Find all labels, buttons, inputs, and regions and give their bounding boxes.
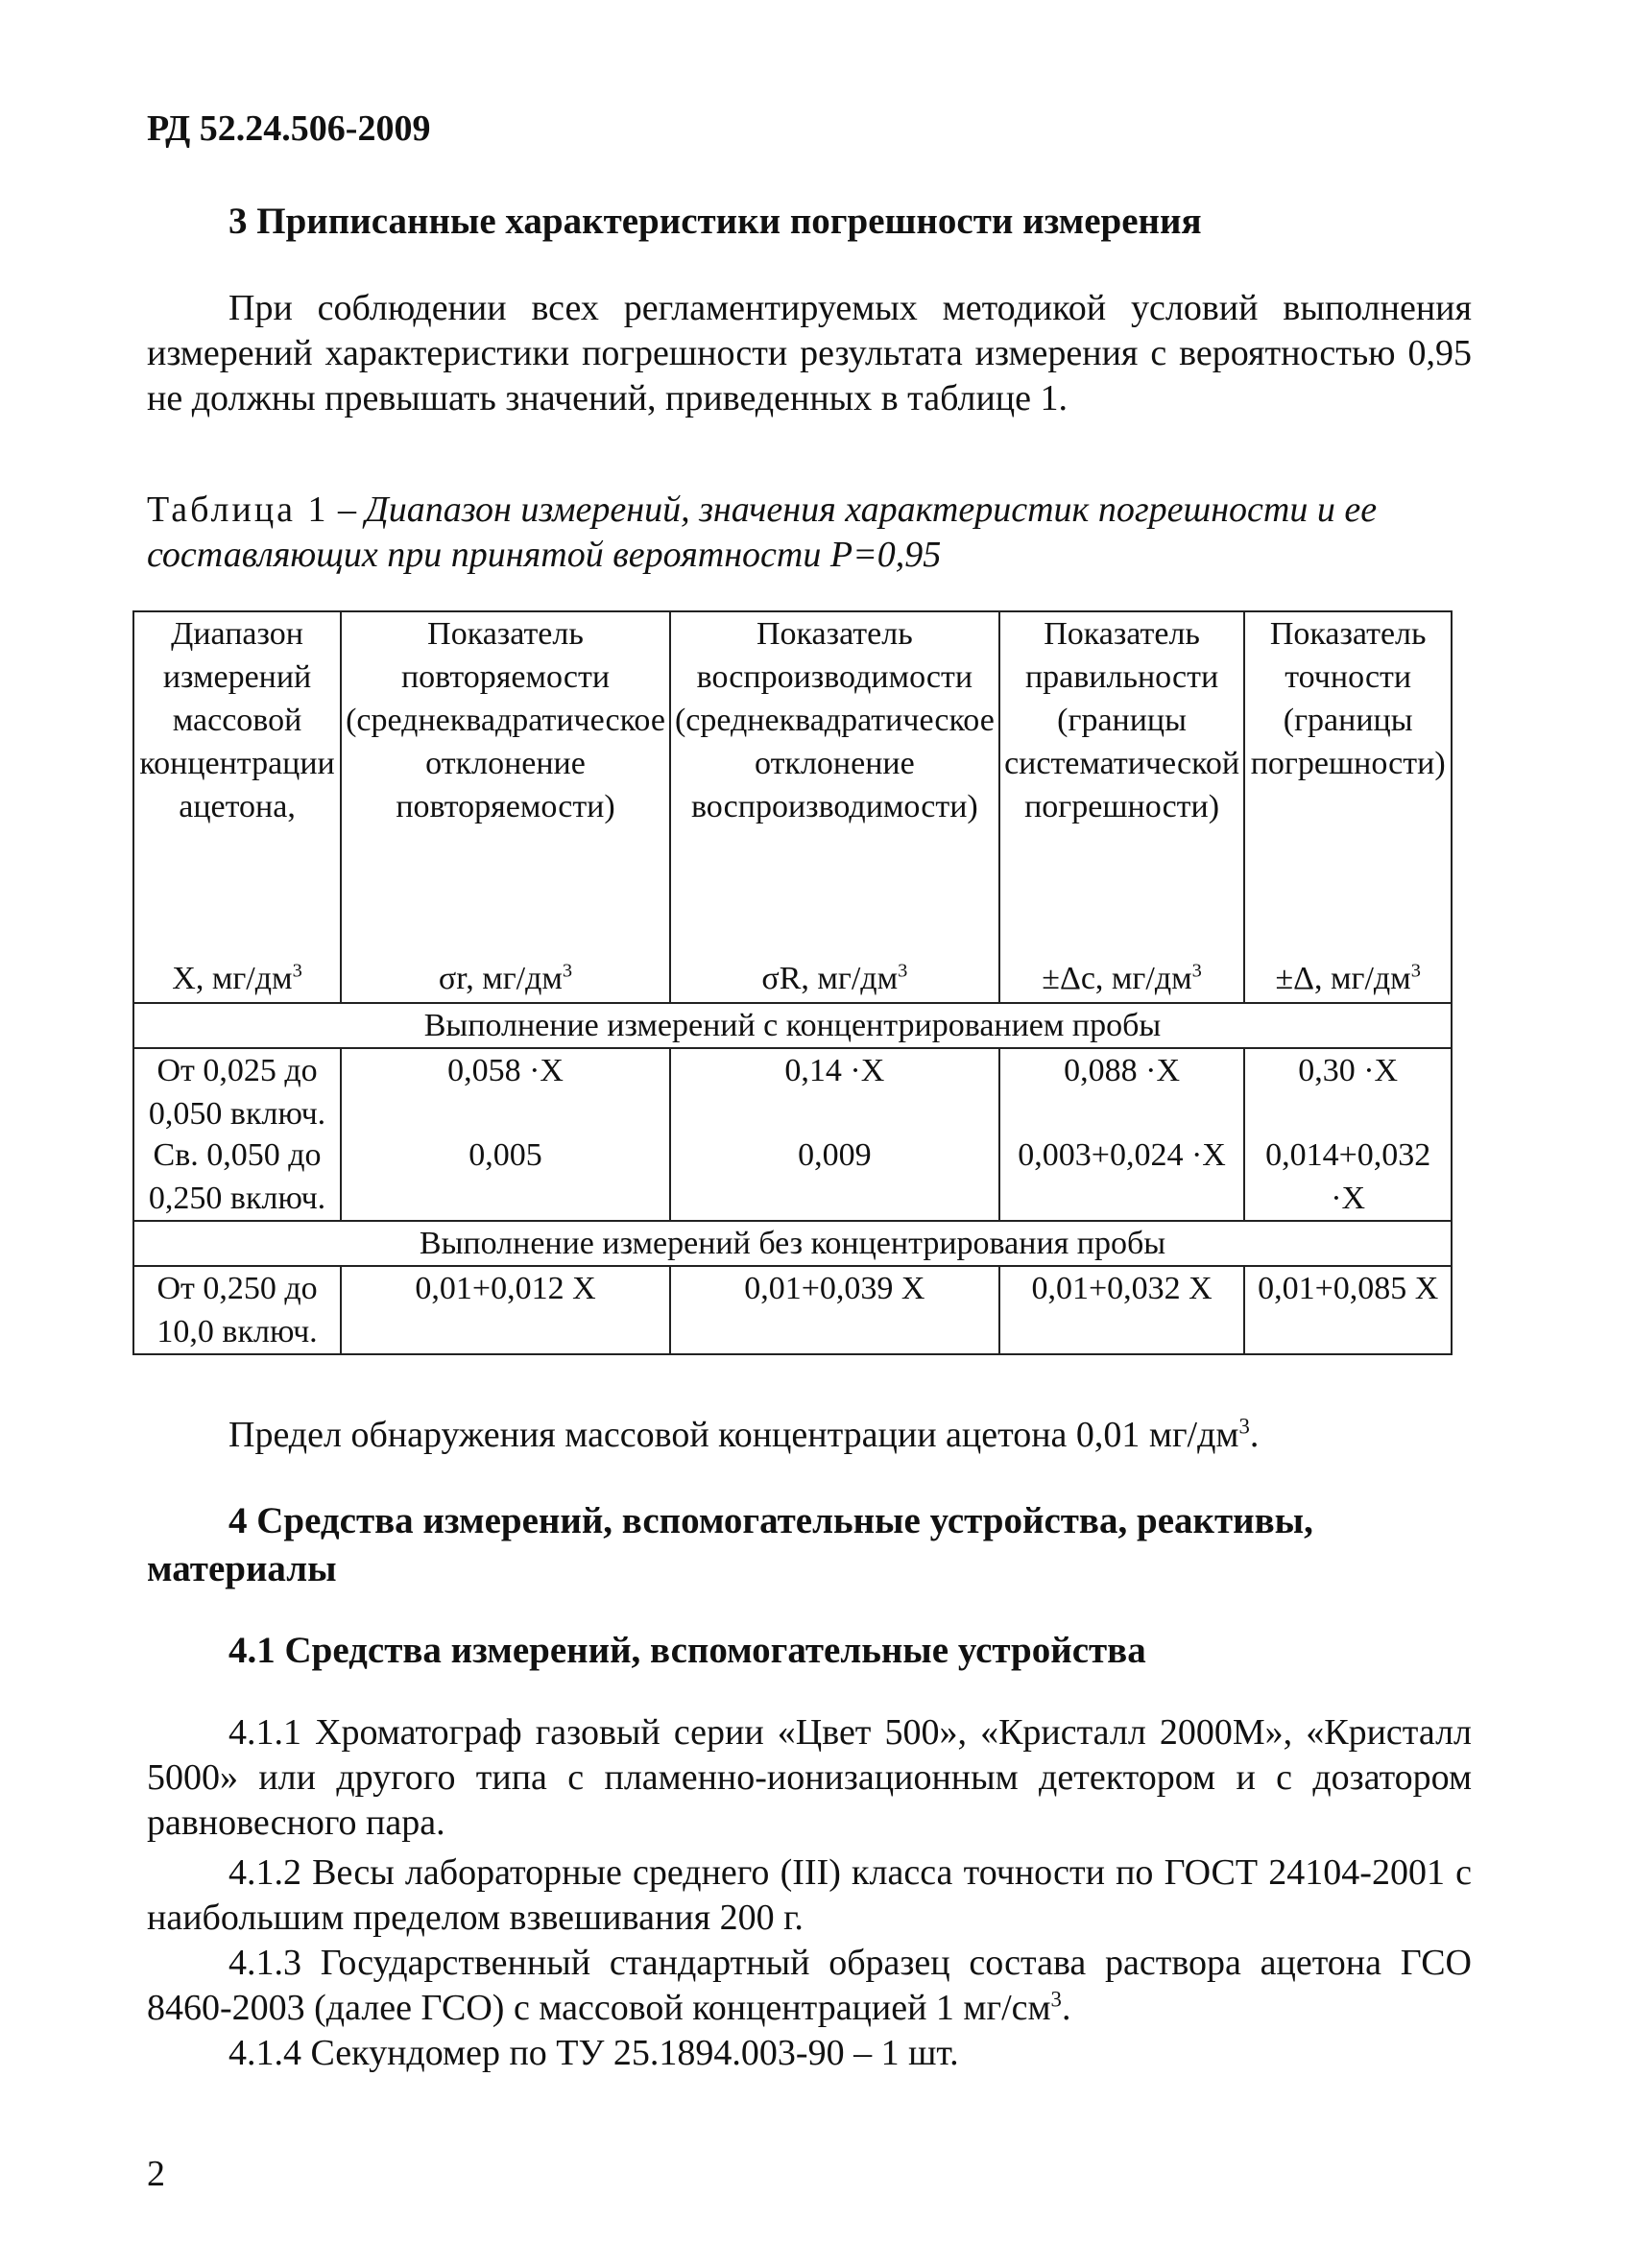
group-2-title-row xyxy=(133,1221,1452,1266)
group-1-title-row xyxy=(133,1003,1452,1048)
header-range xyxy=(133,611,341,1003)
dc-value: 0,01+0,032 X xyxy=(999,1266,1245,1354)
dc-stack xyxy=(1004,1049,1240,1177)
table-header-row xyxy=(133,611,1452,1003)
table-row xyxy=(133,1048,1452,1221)
section-4-title: 4 Средства измерений, вспомогательные устройства, реактивы, материалы xyxy=(147,1500,1313,1589)
header-repeatability-unit-text: σr, мг/дм xyxy=(438,961,563,996)
table-1-caption xyxy=(147,488,1472,578)
header-correctness-text: Показатель правильности (границы систематической погрешности) xyxy=(1004,616,1240,824)
group-1-title: Выполнение измерений с концентрированием пробы xyxy=(133,1003,1452,1048)
document-code: РД 52.24.506-2009 xyxy=(147,108,431,149)
header-correctness-unit-text: ±Δc, мг/дм xyxy=(1042,961,1192,996)
group-2-title: Выполнение измерений без концентрирования пробы xyxy=(133,1221,1452,1266)
sR-value: 0,14 ·X xyxy=(784,1053,885,1088)
table-1-caption-text: – Диапазон измерений, значения характеристик погрешности и ее составляющих при принятой вероятности Р=0,95 xyxy=(147,489,1378,575)
header-accuracy xyxy=(1244,611,1452,1003)
detection-limit-text: Предел обнаружения массовой концентрации ацетона 0,01 мг/дм xyxy=(228,1415,1239,1455)
sR-value: 0,01+0,039 X xyxy=(670,1266,999,1354)
range-stack xyxy=(138,1049,336,1220)
header-accuracy-unit-text: ±Δ, мг/дм xyxy=(1275,961,1411,996)
d-value: 0,30 ·X xyxy=(1298,1053,1399,1088)
d-value: 0,01+0,085 X xyxy=(1244,1266,1452,1354)
paragraph-4-1-2: 4.1.2 Весы лабораторные среднего (III) класса точности по ГОСТ 24104-2001 с наибольшим пределом взвешивания 200 г. xyxy=(147,1852,1472,1938)
sr-cell xyxy=(341,1048,670,1221)
d-value: 0,014+0,032 ·X xyxy=(1265,1137,1431,1216)
dc-value: 0,088 ·X xyxy=(1064,1053,1181,1088)
header-repeatability-text: Показатель повторяемости (среднеквадратическое отклонение повторяемости) xyxy=(346,616,665,824)
header-accuracy-unit: ±Δ, $мг/дм^3$ xyxy=(1275,960,1421,996)
sR-value: 0,009 xyxy=(798,1137,872,1173)
section-3-intro: При соблюдении всех регламентируемых методикой условий выполнения измерений характеристики погрешности результата измерения с вероятностью 0,95 не должны превышать значений, приведенных в таблице 1. xyxy=(147,288,1472,418)
section-3-title: 3 Приписанные характеристики погрешности измерения xyxy=(228,201,1202,242)
range-value: Св. 0,050 до 0,250 включ. xyxy=(148,1137,326,1216)
sr-value: 0,005 xyxy=(468,1137,542,1173)
range-value: От 0,025 до 0,050 включ. xyxy=(148,1053,326,1132)
sR-cell xyxy=(670,1048,999,1221)
page-number: 2 xyxy=(147,2154,165,2194)
range-cell xyxy=(133,1048,341,1221)
paragraph-4-1-1: 4.1.1 Хроматограф газовый серии «Цвет 500», «Кристалл 2000М», «Кристалл 5000» или другого типа с пламенно-ионизационным детектором и с дозатором равновесного пара. xyxy=(147,1712,1472,1843)
range-value: От 0,250 до 10,0 включ. xyxy=(133,1266,341,1354)
sr-stack xyxy=(346,1049,665,1177)
header-reproducibility-unit-text: σR, мг/дм xyxy=(761,961,899,996)
table-1-caption-label: Таблица 1 xyxy=(147,489,329,530)
paragraph-4-1-3: 4.1.3 Государственный стандартный образец состава раствора ацетона ГСО 8460-2003 (далее ГСО) с массовой концентрацией 1 $мг/см^3$. xyxy=(147,1943,1472,2028)
sr-value: 0,01+0,012 X xyxy=(341,1266,670,1354)
detection-limit: Предел обнаружения массовой концентрации ацетона 0,01 $мг/дм^3$. xyxy=(228,1414,1260,1455)
paragraph-4-1-3-text: 4.1.3 Государственный стандартный образец состава раствора ацетона ГСО 8460-2003 (далее ГСО) с массовой концентрацией 1 мг/см xyxy=(147,1943,1472,2028)
table-1 xyxy=(132,610,1453,1355)
section-4-1-title: 4.1 Средства измерений, вспомогательные устройства xyxy=(228,1630,1146,1671)
dc-value: 0,003+0,024 ·X xyxy=(1018,1137,1226,1173)
header-accuracy-text: Показатель точности (границы погрешности) xyxy=(1250,616,1446,781)
dc-cell xyxy=(999,1048,1245,1221)
header-range-text: Диапазон измерений массовой концентрации ацетона, xyxy=(139,616,335,824)
header-correctness xyxy=(999,611,1245,1003)
header-reproducibility-text: Показатель воспроизводимости (среднеквадратическое отклонение воспроизводимости) xyxy=(674,616,995,824)
sr-value: 0,058 ·X xyxy=(447,1053,564,1088)
sR-stack xyxy=(675,1049,995,1177)
header-correctness-unit: ±Δc, $мг/дм^3$ xyxy=(1042,960,1202,996)
table-row xyxy=(133,1266,1452,1354)
header-range-unit-text: X, мг/дм xyxy=(172,961,293,996)
d-cell xyxy=(1244,1048,1452,1221)
header-reproducibility xyxy=(670,611,999,1003)
header-range-unit: X, $мг/дм^3$ xyxy=(172,960,302,996)
paragraph-4-1-4: 4.1.4 Секундомер по ТУ 25.1894.003-90 – 1 шт. xyxy=(228,2033,959,2073)
header-reproducibility-unit: σR, $мг/дм^3$ xyxy=(761,960,908,996)
d-stack xyxy=(1249,1049,1447,1220)
header-repeatability xyxy=(341,611,670,1003)
header-repeatability-unit: σr, $мг/дм^3$ xyxy=(438,960,573,996)
